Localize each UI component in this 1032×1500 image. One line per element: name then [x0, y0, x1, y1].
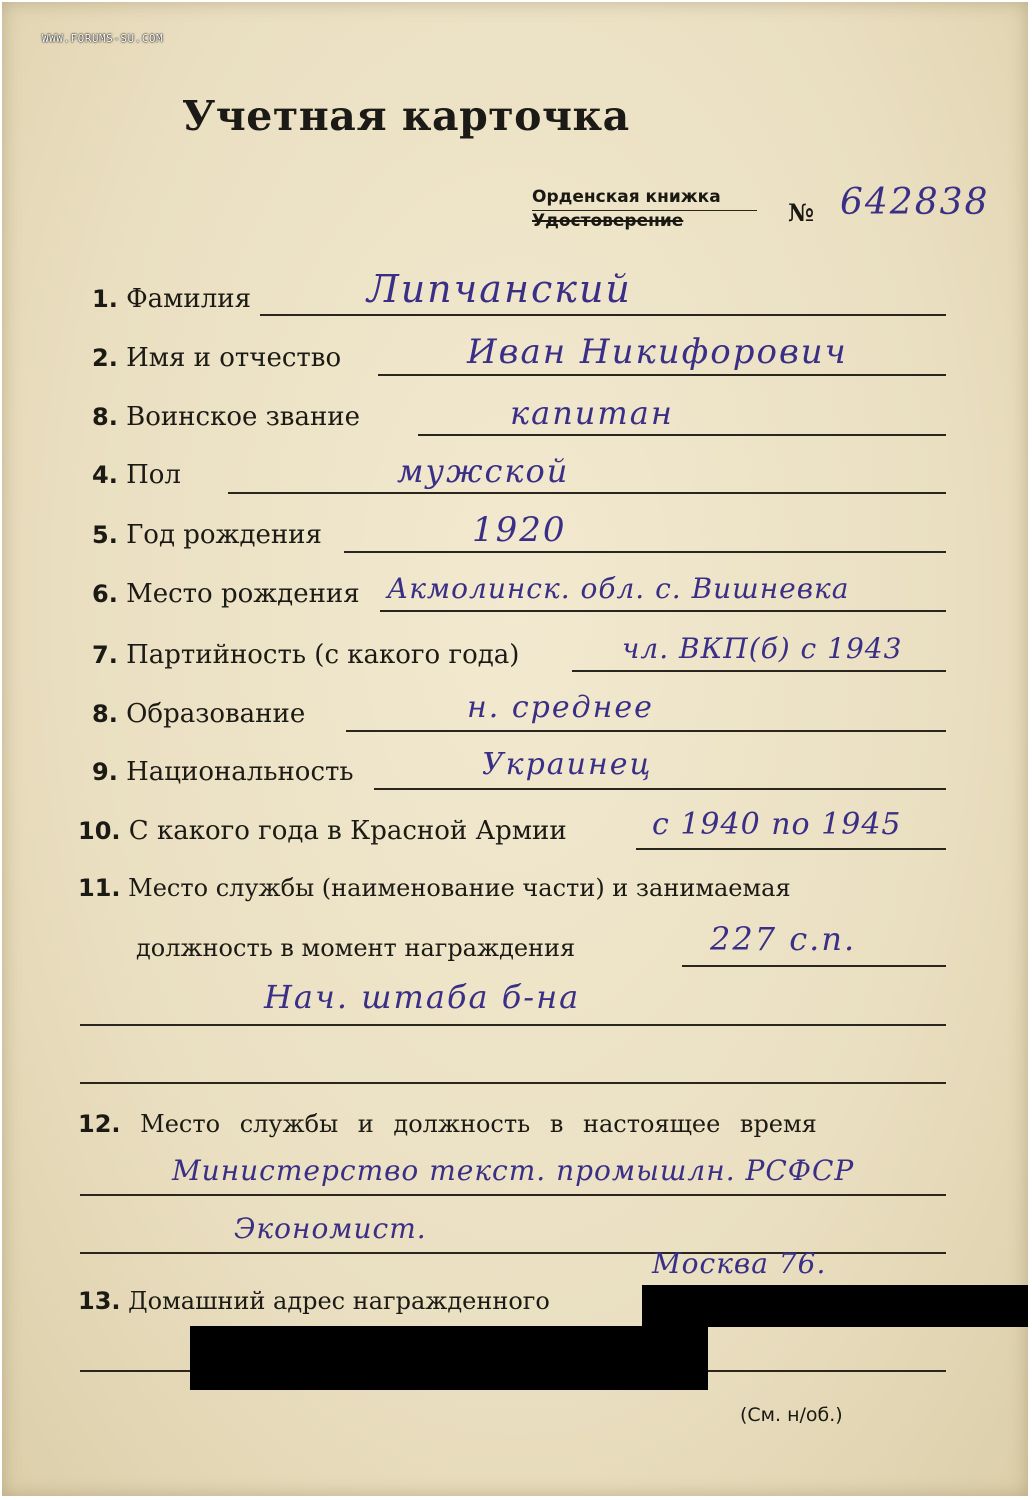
watermark: WWW.FORUMS-SU.COM — [42, 32, 164, 45]
field-6-label — [92, 579, 360, 609]
field-6-line — [380, 610, 946, 612]
current-position-value: Экономист. — [234, 1212, 427, 1245]
field-9-number: 9. — [92, 758, 118, 786]
field-1-label — [92, 284, 251, 314]
field-8-label — [92, 699, 305, 729]
order-book-label: Орденская книжка — [532, 187, 721, 207]
field-11-title-line1: Место службы (наименование части) и занимаемая — [128, 874, 791, 902]
field-13-label — [78, 1287, 550, 1315]
redaction-box-address-continued — [190, 1326, 708, 1390]
field-7-number: 7. — [92, 641, 118, 669]
field-12-line-a — [80, 1194, 946, 1196]
field-11-title-line2: должность в момент награждения — [136, 934, 576, 962]
surname-value: Липчанский — [367, 267, 632, 311]
field-3-label — [92, 402, 360, 432]
field-8-line — [346, 730, 946, 732]
field-1-number: 1. — [92, 285, 118, 313]
field-8-title: Образование — [126, 699, 306, 729]
field-5-label — [92, 520, 322, 550]
field-4-number: 4. — [92, 461, 118, 489]
field-4-line — [228, 492, 946, 494]
award-record-card — [2, 2, 1028, 1496]
birth-year-value: 1920 — [472, 510, 567, 550]
field-10-label — [78, 816, 567, 846]
field-5-title: Год рождения — [126, 520, 322, 550]
field-11-line-a — [682, 965, 946, 967]
nationality-value: Украинец — [482, 747, 653, 782]
field-2-line — [378, 374, 946, 376]
card-title: Учетная карточка — [182, 92, 630, 140]
field-7-line — [572, 670, 946, 672]
see-reverse-note: (См. н/об.) — [740, 1404, 843, 1426]
field-1-title: Фамилия — [126, 284, 251, 314]
field-10-title: С какого года в Красной Армии — [128, 816, 567, 846]
field-5-line — [344, 551, 946, 553]
home-address-city-value: Москва 76. — [652, 1247, 827, 1280]
field-1-line — [260, 314, 946, 316]
redaction-box-address — [642, 1285, 1028, 1327]
birthplace-value: Акмолинск. обл. с. Вишневка — [387, 572, 850, 605]
military-rank-value: капитан — [510, 394, 674, 432]
field-11-number: 11. — [78, 874, 121, 902]
unit-value: 227 с.п. — [710, 920, 857, 958]
field-10-line — [636, 848, 946, 850]
field-2-number: 2. — [92, 344, 118, 372]
education-value: н. среднее — [467, 690, 654, 725]
field-7-title: Партийность (с какого года) — [126, 640, 520, 670]
field-9-label — [92, 757, 354, 787]
field-5-number: 5. — [92, 521, 118, 549]
field-11-label — [78, 874, 791, 902]
position-at-award-value: Нач. штаба б-на — [264, 978, 581, 1016]
field-9-title: Национальность — [126, 757, 354, 787]
field-3-number: 8. — [92, 403, 118, 431]
document-type — [532, 185, 721, 233]
field-10-number: 10. — [78, 817, 121, 845]
name-patronymic-value: Иван Никифорович — [467, 332, 848, 372]
field-12-label — [78, 1110, 817, 1138]
field-11-line-c — [80, 1082, 946, 1084]
sex-value: мужской — [397, 452, 570, 490]
field-3-title: Воинское звание — [126, 402, 360, 432]
army-service-value: с 1940 по 1945 — [652, 807, 902, 842]
field-3-line — [418, 434, 946, 436]
field-9-line — [374, 788, 946, 790]
field-4-label — [92, 460, 181, 490]
field-8-number: 8. — [92, 700, 118, 728]
document-number: 642838 — [840, 182, 990, 223]
party-membership-value: чл. ВКП(б) с 1943 — [622, 632, 903, 665]
field-2-title: Имя и отчество — [126, 343, 342, 373]
current-workplace-value: Министерство текст. промышлн. РСФСР — [172, 1154, 855, 1187]
field-6-title: Место рождения — [126, 579, 360, 609]
certificate-label-struck: Удостоверение — [532, 211, 684, 231]
field-2-label — [92, 343, 341, 373]
field-12-title: Место службы и должность в настоящее время — [140, 1110, 817, 1138]
doc-type-divider — [532, 210, 757, 211]
field-6-number: 6. — [92, 580, 118, 608]
field-13-title: Домашний адрес награжденного — [128, 1287, 550, 1315]
number-sign: № — [788, 198, 815, 227]
field-13-number: 13. — [78, 1287, 121, 1315]
field-12-number: 12. — [78, 1110, 121, 1138]
field-7-label — [92, 640, 519, 670]
field-4-title: Пол — [126, 460, 181, 490]
field-11-line-b — [80, 1024, 946, 1026]
